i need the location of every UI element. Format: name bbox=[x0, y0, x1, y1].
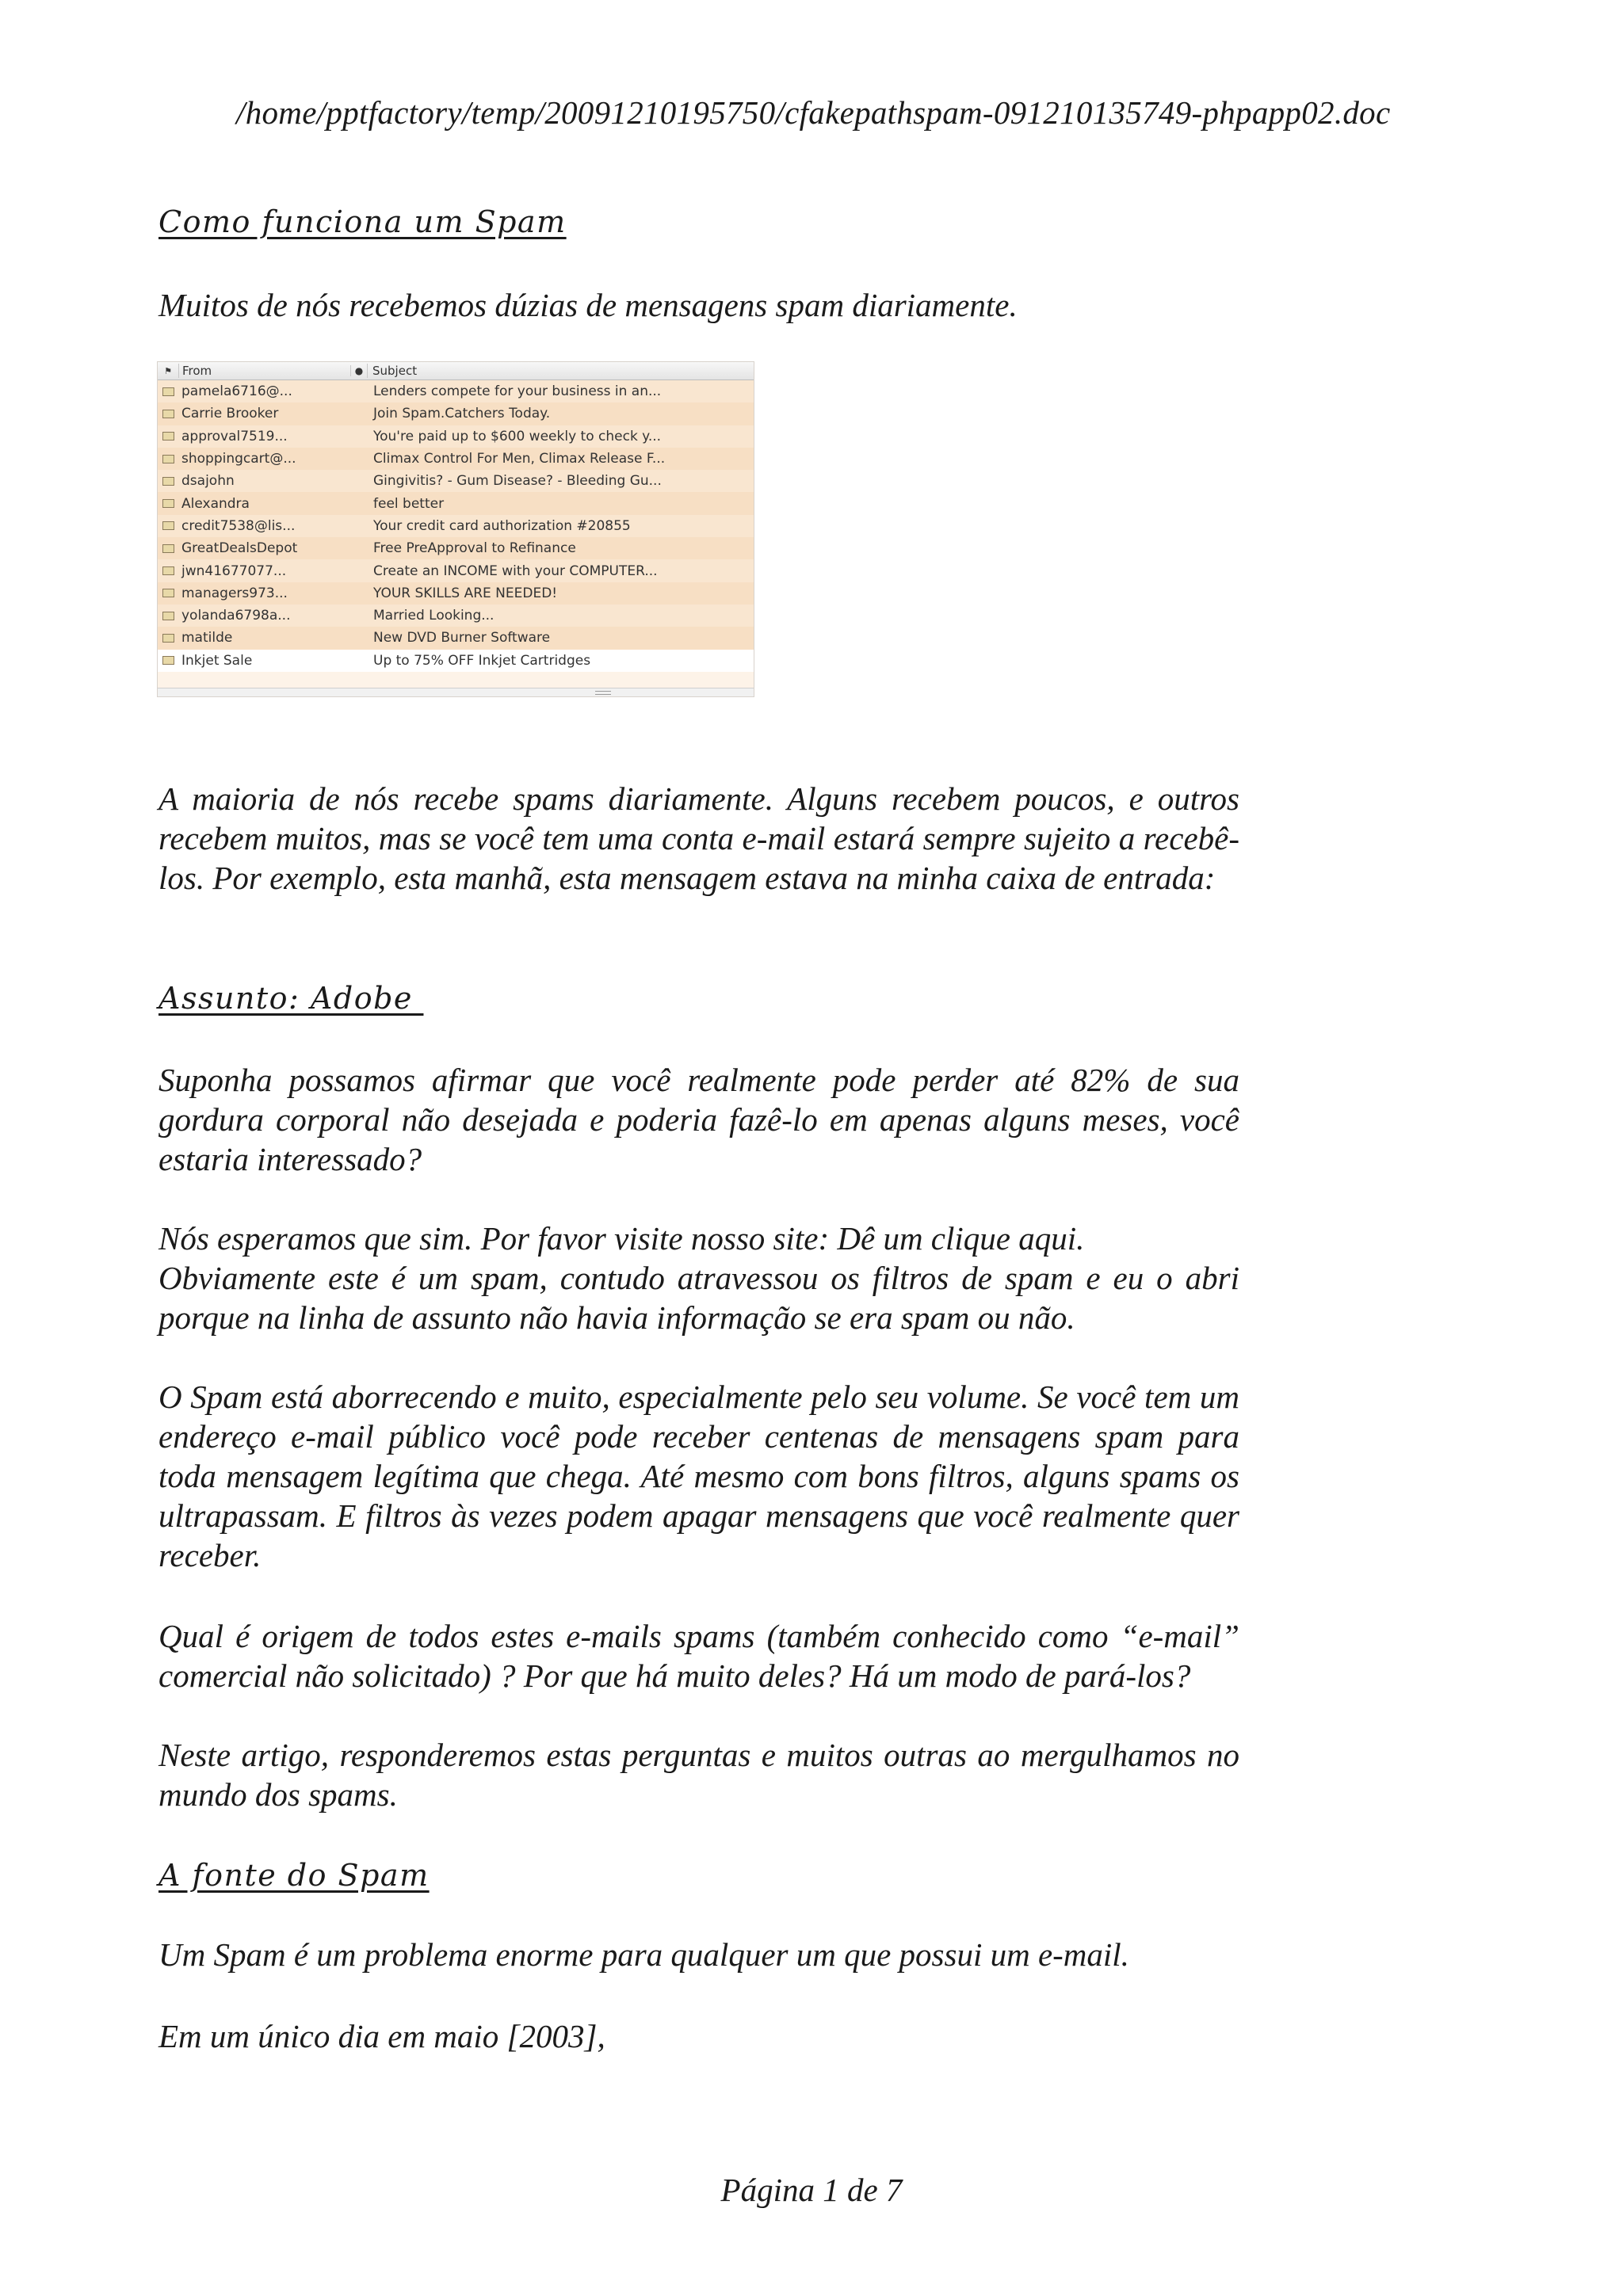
mail-sender: pamela6716@... bbox=[181, 383, 292, 400]
article-paragraph: Neste artigo, responderemos estas perguntas e muitos outras ao mergulhamos no mundo dos spams. bbox=[158, 1737, 1239, 1813]
status-column-icon: ● bbox=[350, 365, 367, 376]
mail-sender: yolanda6798a... bbox=[181, 608, 291, 624]
obviously-paragraph: Obviamente este é um spam, contudo atravessou os filtros de spam e eu o abri porque na linha de assunto não havia informação se era spam ou não. bbox=[158, 1260, 1239, 1336]
mail-subject: Create an INCOME with your COMPUTER... bbox=[373, 563, 658, 579]
mail-subject: Free PreApproval to Refinance bbox=[373, 540, 576, 557]
flag-column-icon: ⚑ bbox=[164, 365, 172, 376]
mail-subject: Up to 75% OFF Inkjet Cartridges bbox=[373, 652, 591, 669]
envelope-icon bbox=[158, 544, 178, 553]
origin-paragraph: Qual é origem de todos estes e-mails spams (também conhecido como “e-mail” comercial não solicitado) ? Por que há muito deles? Há um modo de pará-los? bbox=[158, 1618, 1239, 1694]
mail-list-header bbox=[158, 362, 754, 380]
mail-subject: Join Spam.Catchers Today. bbox=[373, 406, 551, 422]
mail-subject: Climax Control For Men, Climax Release F... bbox=[373, 451, 666, 467]
mail-subject: YOUR SKILLS ARE NEEDED! bbox=[373, 585, 558, 601]
mail-sender: jwn41677077... bbox=[181, 563, 287, 579]
grip-icon bbox=[595, 691, 611, 695]
annoying-paragraph: O Spam está aborrecendo e muito, especialmente pelo seu volume. Se você tem um endereço e-mail público você pode receber centenas de mensagens spam para toda mensagem legítima que chega. Até mesmo com bons filtros, alguns spams os ultrapassam. E filtros às vezes podem apagar mensagens que você realmente quer receber. bbox=[158, 1379, 1239, 1573]
envelope-icon bbox=[158, 566, 178, 575]
envelope-icon bbox=[158, 387, 178, 396]
mail-sender: credit7538@lis... bbox=[181, 517, 296, 534]
mail-subject: New DVD Burner Software bbox=[373, 630, 551, 646]
heading-subject-adobe: Assunto: Adobe bbox=[158, 981, 424, 1016]
mail-row[interactable] bbox=[158, 402, 754, 425]
mail-row[interactable] bbox=[158, 492, 754, 514]
mail-sender: shoppingcart@... bbox=[181, 451, 296, 467]
envelope-icon bbox=[158, 477, 178, 486]
mail-subject: Your credit card authorization #20855 bbox=[373, 517, 631, 534]
hope-line: Nós esperamos que sim. Por favor visite nosso site: Dê um clique aqui. bbox=[158, 1220, 1085, 1257]
mail-sender: approval7519... bbox=[181, 428, 288, 444]
single-day-paragraph: Em um único dia em maio [2003], bbox=[158, 2018, 605, 2054]
mail-sender: Carrie Brooker bbox=[181, 406, 279, 422]
intro-paragraph: Muitos de nós recebemos dúzias de mensagens spam diariamente. bbox=[158, 287, 1018, 323]
mail-row[interactable] bbox=[158, 470, 754, 492]
suppose-paragraph: Suponha possamos afirmar que você realmente pode perder até 82% de sua gordura corporal não desejada e poderia fazê-lo em apenas alguns meses, você estaria interessado? bbox=[158, 1062, 1239, 1177]
mail-row[interactable] bbox=[158, 425, 754, 448]
mail-sender: Inkjet Sale bbox=[181, 652, 253, 669]
mail-subject: Gingivitis? - Gum Disease? - Bleeding Gu... bbox=[373, 473, 662, 490]
envelope-icon bbox=[158, 521, 178, 530]
file-path-header: /home/pptfactory/temp/20091210195750/cfakepathspam-091210135749-phpapp02.doc bbox=[236, 94, 1391, 131]
mail-rows bbox=[158, 380, 754, 672]
mail-row[interactable] bbox=[158, 559, 754, 582]
envelope-icon bbox=[158, 499, 178, 508]
mail-row[interactable] bbox=[158, 650, 754, 672]
subject-column-header: Subject bbox=[367, 364, 754, 378]
envelope-icon bbox=[158, 656, 178, 665]
envelope-icon bbox=[158, 612, 178, 620]
envelope-icon bbox=[158, 455, 178, 463]
mail-row[interactable] bbox=[158, 537, 754, 559]
mail-sender: GreatDealsDepot bbox=[181, 540, 298, 557]
mail-row[interactable] bbox=[158, 627, 754, 649]
envelope-icon bbox=[158, 410, 178, 418]
from-column-header: From bbox=[178, 364, 350, 378]
mail-sender: matilde bbox=[181, 630, 233, 646]
mail-row[interactable] bbox=[158, 582, 754, 605]
mail-sender: dsajohn bbox=[181, 473, 235, 490]
mail-sender: managers973... bbox=[181, 585, 288, 601]
mail-row[interactable] bbox=[158, 380, 754, 402]
mail-subject: feel better bbox=[373, 495, 445, 512]
problem-paragraph: Um Spam é um problema enorme para qualquer um que possui um e-mail. bbox=[158, 1936, 1129, 1973]
page-number: Página 1 de 7 bbox=[720, 2172, 903, 2208]
mail-row[interactable] bbox=[158, 448, 754, 470]
heading-how-spam-works: Como funciona um Spam bbox=[158, 204, 567, 239]
envelope-icon bbox=[158, 432, 178, 441]
envelope-icon bbox=[158, 634, 178, 643]
mail-row[interactable] bbox=[158, 515, 754, 537]
heading-spam-source: A fonte do Spam bbox=[158, 1858, 430, 1893]
mail-row[interactable] bbox=[158, 605, 754, 627]
envelope-icon bbox=[158, 589, 178, 597]
mail-subject: Lenders compete for your business in an... bbox=[373, 383, 662, 400]
mail-sender: Alexandra bbox=[181, 495, 250, 512]
mail-subject: Married Looking... bbox=[373, 608, 495, 624]
mail-list-resize-handle bbox=[158, 688, 754, 696]
spam-inbox-screenshot bbox=[157, 361, 754, 697]
majority-paragraph: A maioria de nós recebe spams diariamente. Alguns recebem poucos, e outros recebem muitos, mas se você tem uma conta e-mail estará sempre sujeito a recebê-los. Por exemplo, esta manhã, esta mensagem estava na minha caixa de entrada: bbox=[158, 780, 1239, 896]
mail-subject: You're paid up to $600 weekly to check y... bbox=[373, 428, 662, 444]
